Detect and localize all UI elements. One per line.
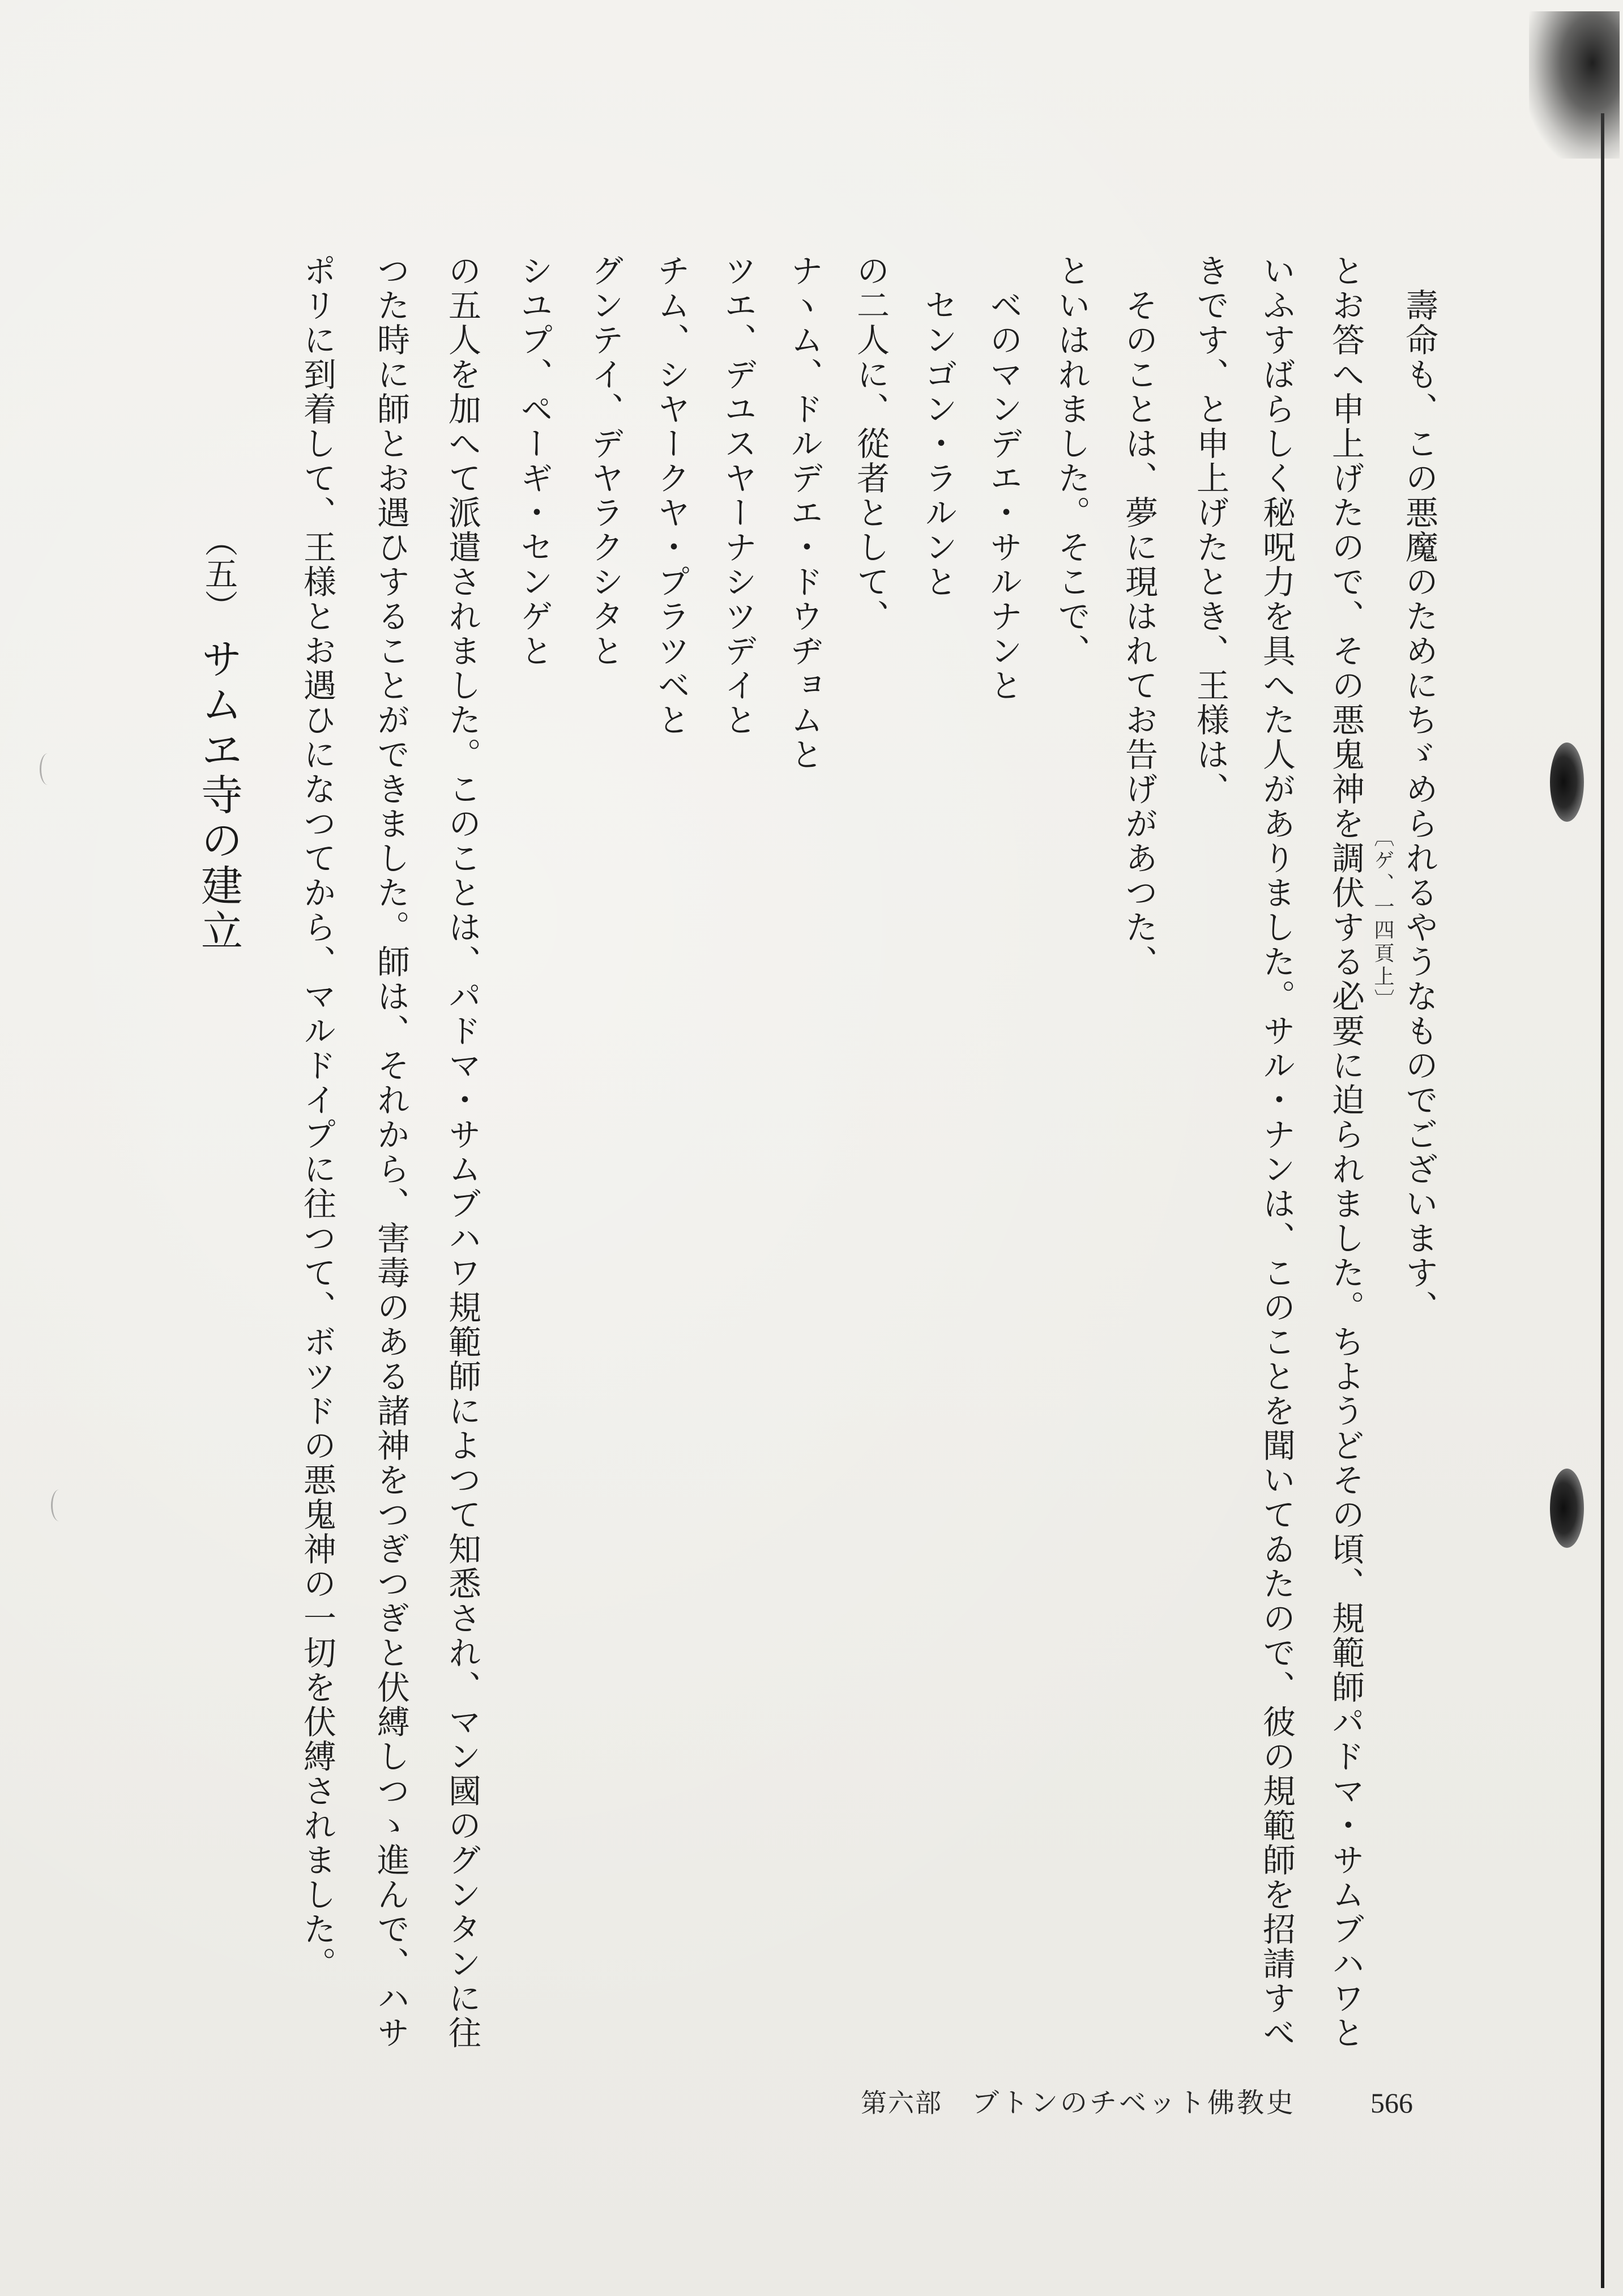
margin-mark-upper [40,753,56,785]
text-column-6: といはれました。そこで、 [1052,254,1091,668]
running-head-part: 第六部 [861,2088,942,2118]
section-title: サムヱ寺の建立 [194,637,243,954]
text-column-12: チム、シヤークヤ・プラツベと [652,254,690,737]
scan-edge-line [1601,113,1604,2288]
punch-hole-upper [1550,742,1584,822]
text-column-5: そのことは、夢に現はれてお告げがあつた、 [1120,288,1158,979]
text-column-4: きです、と申上げたとき、王様は、 [1191,254,1229,806]
text-column-3: いふすばらしく秘呪力を具へた人がありました。サル・ナンは、このことを聞いてゐたので、彼の規範師を招請すべ [1257,254,1296,2050]
section-number: （五） [199,524,238,622]
page-reference-annotation: 〔ゲ、一四頁上〕 [1371,826,1394,1012]
text-column-11: ツエ、デユスヤーナシツデイと [719,254,757,737]
text-column-10: ナヽム、ドルデエ・ドウヂョムと [785,254,823,772]
text-column-9: の二人に、從者として、 [851,254,890,634]
text-column-13: グンテイ、デヤラクシタと [586,254,624,668]
text-column-1: 壽命も、この悪魔のためにちゞめられるやうなものでございます、 [1400,288,1438,1325]
text-column-16: つた時に師とお遇ひすることができました。師は、それから、害毒のある諸神をつぎつぎと伏縛しつゝ進んで、ハサ [371,254,410,2050]
margin-mark-lower [51,1490,67,1521]
text-column-8: センゴン・ラルンと [919,288,958,599]
running-head-title: ブトンのチベット佛教史 [972,2087,1296,2119]
page-number: 566 [1370,2087,1413,2119]
punch-hole-lower [1550,1469,1584,1548]
text-column-15: の五人を加へて派遣されました。このことは、パドマ・サムブハワ規範師によつて知悉され、マン國のグンタンに往 [443,254,481,2050]
text-column-14: シユプ、ペーギ・センゲと [515,254,553,668]
text-column-7: ベのマンデエ・サルナンと [984,288,1023,703]
scan-corner-smudge [1529,11,1620,159]
text-column-17: ポリに到着して、王様とお遇ひになつてから、マルドイプに往つて、ボツドの悪鬼神の一切を伏縛されました。 [298,254,336,1981]
text-column-2: とお答へ申上げたので、その悪鬼神を調伏する必要に迫られました。ちようどその頃、規範師パドマ・サムブハワと [1326,254,1365,2050]
